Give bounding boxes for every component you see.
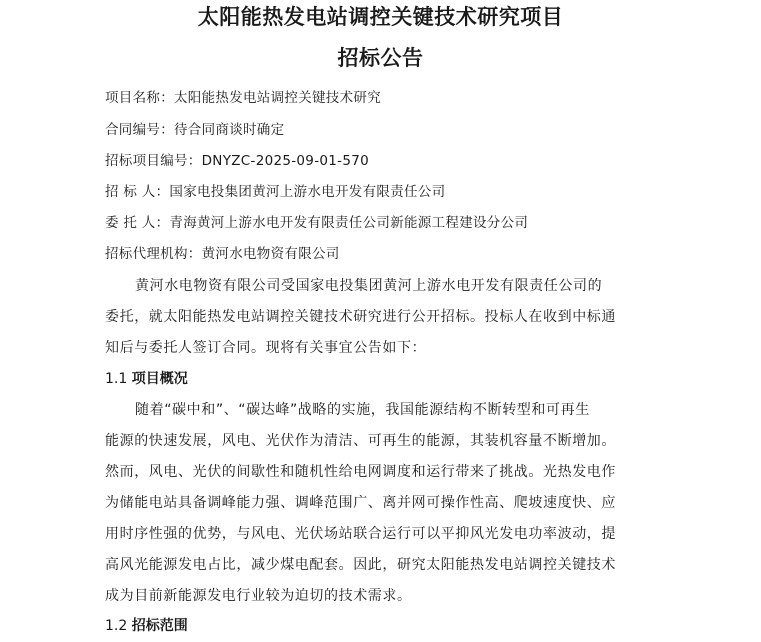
overview-line: 随着“碳中和”、“碳达峰”战略的实施，我国能源结构不断转型和可再生: [135, 402, 590, 418]
section-number: 1.1: [105, 371, 128, 387]
field-value: 国家电投集团黄河上游水电开发有限责任公司: [169, 184, 446, 200]
overview-line: 为储能电站具备调峰能力强、调峰范围广、离并网可操作性高、爬坡速度快、应: [105, 495, 616, 511]
intro-line: 知后与委托人签订合同。现将有关事宜公告如下：: [105, 340, 427, 356]
section-number: 1.2: [105, 618, 128, 634]
section-title: 招标范围: [131, 618, 188, 634]
field-tender-project-number: [105, 152, 369, 170]
field-label: 合同编号：: [105, 122, 174, 138]
field-tenderer: [105, 183, 445, 201]
overview-line: 成为目前新能源发电行业较为迫切的技术需求。: [105, 588, 412, 604]
field-value: 待合同商谈时确定: [174, 122, 285, 138]
field-agency: [105, 245, 340, 263]
field-value: 太阳能热发电站调控关键技术研究: [174, 90, 381, 106]
field-label: 招标项目编号：: [105, 153, 202, 169]
field-project-name: [105, 89, 381, 107]
field-contract-number: [105, 121, 284, 139]
field-label: 委 托 人：: [105, 215, 170, 231]
field-label: 招标代理机构：: [105, 246, 202, 262]
field-label: 招 标 人：: [105, 184, 170, 200]
overview-line: 能源的快速发展，风电、光伏作为清洁、可再生的能源，其装机容量不断增加。: [105, 433, 616, 449]
intro-line: 黄河水电物资有限公司受国家电投集团黄河上游水电开发有限责任公司的: [135, 278, 603, 294]
field-client: [105, 214, 528, 232]
field-label: 项目名称：: [105, 90, 174, 106]
overview-line: 然而，风电、光伏的间歇性和随机性给电网调度和运行带来了挑战。光热发电作: [105, 464, 616, 480]
section-heading-scope: [105, 617, 188, 635]
intro-line: 委托，就太阳能热发电站调控关键技术研究进行公开招标。投标人在收到中标通: [105, 309, 616, 325]
document-subtitle: 招标公告: [337, 46, 424, 70]
field-value: 青海黄河上游水电开发有限责任公司新能源工程建设分公司: [169, 215, 529, 231]
document-title: 太阳能热发电站调控关键技术研究项目: [197, 5, 564, 29]
section-heading-overview: [105, 370, 188, 388]
overview-line: 用时序性强的优势，与风电、光伏场站联合运行可以平抑风光发电功率波动，提: [105, 526, 616, 542]
section-title: 项目概况: [131, 371, 188, 387]
field-value: 黄河水电物资有限公司: [201, 246, 340, 262]
field-value: DNYZC-2025-09-01-570: [201, 153, 369, 169]
overview-line: 高风光能源发电占比，减少煤电配套。因此，研究太阳能热发电站调控关键技术: [105, 557, 616, 573]
